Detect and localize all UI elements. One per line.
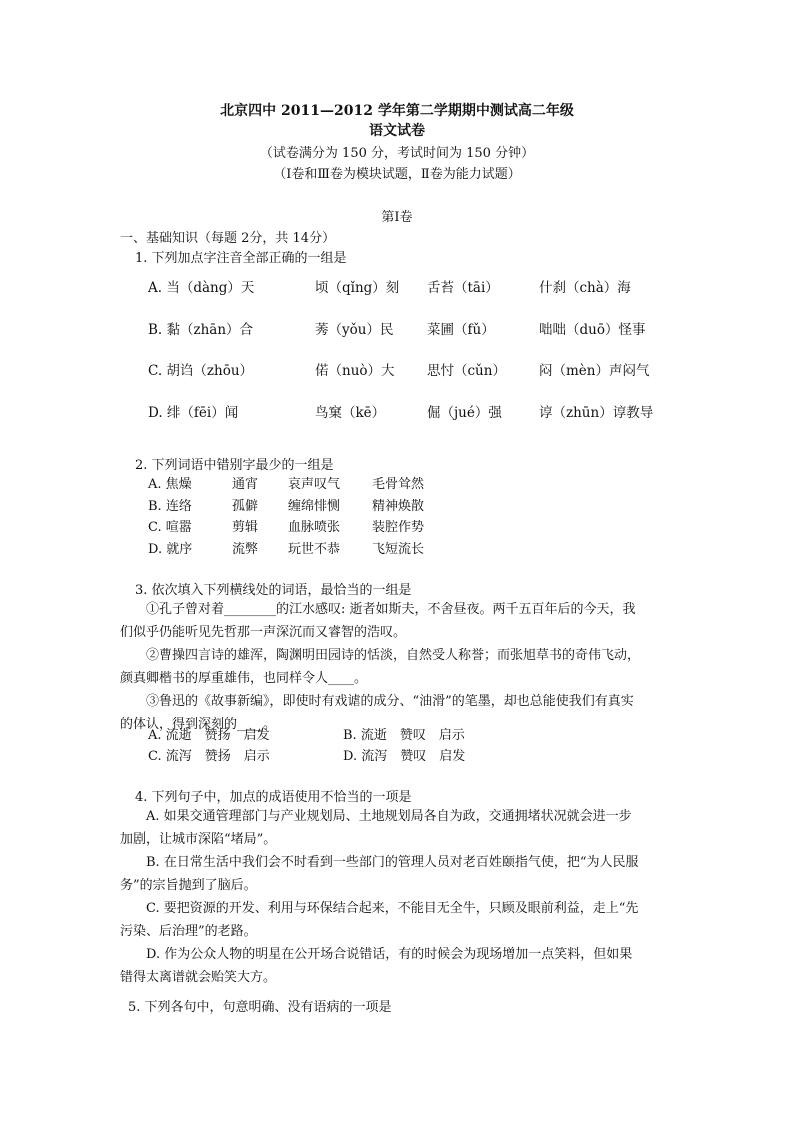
- q1-option-a-4: 什刹（chà）海: [539, 280, 631, 296]
- q2-option-d-3: 玩世不恭: [288, 542, 341, 557]
- q4-option-b-line-2: 务”的宗旨抛到了脑后。: [120, 878, 257, 893]
- q4-option-a-line-2: 加剧，让城市深陷“堵局”。: [120, 832, 277, 847]
- q1-option-d-4: 谆（zhūn）谆教导: [539, 405, 654, 421]
- q1-option-b-4: 咄咄（duō）怪事: [539, 322, 646, 338]
- question-1-stem: 1. 下列加点字注音全部正确的一组是: [135, 251, 347, 266]
- exam-title: 北京四中 2011—2012 学年第二学期期中测试高二年级: [220, 103, 574, 119]
- q2-option-a-1: A. 焦燥: [148, 477, 192, 492]
- q2-option-d-1: D. 就序: [148, 542, 193, 557]
- q4-option-c-line-2: 污染、后治理”的老路。: [120, 924, 257, 939]
- q2-option-d-4: 飞短流长: [372, 542, 425, 557]
- exam-subtitle: 语文试卷: [369, 123, 425, 139]
- q2-option-c-2: 剪辑: [232, 520, 259, 535]
- q4-option-a-line-1: A. 如果交通管理部门与产业规划局、土地规划局各自为政，交通拥堵状况就会进一步: [146, 809, 632, 824]
- q2-option-b-3: 缠绵悱恻: [288, 499, 341, 514]
- q1-option-c-4: 闷（mèn）声闷气: [539, 363, 650, 379]
- q1-option-c-3: 思忖（cǔn）: [427, 363, 506, 379]
- q3-option-d: D. 流泻 赞叹 启发: [343, 749, 466, 764]
- q3-passage-3-line-2: 的体认，得到深刻的____。: [120, 717, 277, 732]
- q2-option-c-4: 装腔作势: [372, 520, 425, 535]
- q2-option-b-4: 精神焕散: [372, 499, 425, 514]
- q3-passage-3-line-1: ③鲁迅的《故事新编》，即使时有戏谑的成分、“油滑”的笔墨，却也总能使我们有真实: [146, 694, 634, 709]
- q4-option-b-line-1: B. 在日常生活中我们会不时看到一些部门的管理人员对老百姓颐指气使，把“为人民服: [146, 855, 639, 870]
- q4-option-d-line-2: 错得太离谱就会贻笑大方。: [120, 970, 277, 985]
- q2-option-a-3: 哀声叹气: [288, 477, 341, 492]
- exam-note-score-time: （试卷满分为 150 分，考试时间为 150 分钟）: [259, 146, 535, 161]
- q1-option-b-3: 菜圃（fǔ）: [427, 322, 495, 338]
- q1-option-b-1: B. 黏（zhān）合: [148, 322, 254, 338]
- q2-option-b-2: 孤僻: [232, 499, 259, 514]
- question-2-stem: 2. 下列词语中错别字最少的一组是: [135, 458, 334, 473]
- q1-option-d-1: D. 绯（fēi）闻: [148, 405, 239, 421]
- q3-option-a: A. 流逝 赞扬 启发: [148, 728, 270, 743]
- q2-option-a-2: 通宵: [232, 477, 259, 492]
- q3-passage-1-line-1: ①孔子曾对着________的江水感叹: 逝者如斯夫，不舍昼夜。两千五百年后的今天，我: [146, 602, 636, 617]
- q3-option-c: C. 流泻 赞扬 启示: [148, 749, 270, 764]
- q1-option-a-3: 舌苔（tāi）: [427, 280, 499, 296]
- section-heading: 一、基础知识（每题 2分，共 14分）: [120, 231, 336, 246]
- question-3-passages: [120, 598, 676, 736]
- q1-option-a-1: A. 当（dàng）天: [148, 280, 255, 296]
- q1-option-a-2: 顷（qǐng）刻: [315, 280, 400, 296]
- question-3-stem: 3. 依次填入下列横线处的词语，最恰当的一组是: [135, 583, 412, 598]
- q4-option-c-line-1: C. 要把资源的开发、利用与环保结合起来，不能目无全牛，只顾及眼前利益，走上“先: [146, 901, 639, 916]
- question-4-stem: 4. 下列句子中，加点的成语使用不恰当的一项是: [135, 790, 412, 805]
- q2-option-c-3: 血脉喷张: [288, 520, 341, 535]
- exam-note-volumes: （Ⅰ卷和Ⅲ卷为模块试题，Ⅱ卷为能力试题）: [273, 167, 521, 182]
- q4-option-d-line-1: D. 作为公众人物的明星在公开场合说错话，有的时候会为现场增加一点笑料，但如果: [146, 947, 633, 962]
- q2-option-c-1: C. 喧嚣: [148, 520, 192, 535]
- q3-passage-2-line-2: 颜真卿楷书的厚重雄伟，也同样令人____。: [120, 671, 368, 686]
- q2-option-b-1: B. 连络: [148, 499, 192, 514]
- question-4-options: [120, 805, 676, 989]
- q1-option-c-2: 偌（nuò）大: [315, 363, 395, 379]
- volume-heading: 第Ⅰ卷: [381, 210, 413, 225]
- q2-option-d-2: 流弊: [232, 542, 259, 557]
- q3-passage-2-line-1: ②曹操四言诗的雄浑，陶渊明田园诗的恬淡，自然受人称誉；而张旭草书的奇伟飞动，: [146, 648, 641, 663]
- q2-option-a-4: 毛骨耸然: [372, 477, 425, 492]
- q1-option-b-2: 莠（yǒu）民: [315, 322, 394, 338]
- q3-option-b: B. 流逝 赞叹 启示: [343, 728, 465, 743]
- q1-option-d-2: 鸟窠（kē）: [315, 405, 386, 421]
- question-5-stem: 5. 下列各句中，句意明确、没有语病的一项是: [128, 1000, 392, 1015]
- q1-option-c-1: C. 胡诌（zhōu）: [148, 363, 254, 379]
- q1-option-d-3: 倔（jué）强: [427, 405, 502, 421]
- q3-passage-1-line-2: 们似乎仍能听见先哲那一声深沉而又睿智的浩叹。: [120, 625, 407, 640]
